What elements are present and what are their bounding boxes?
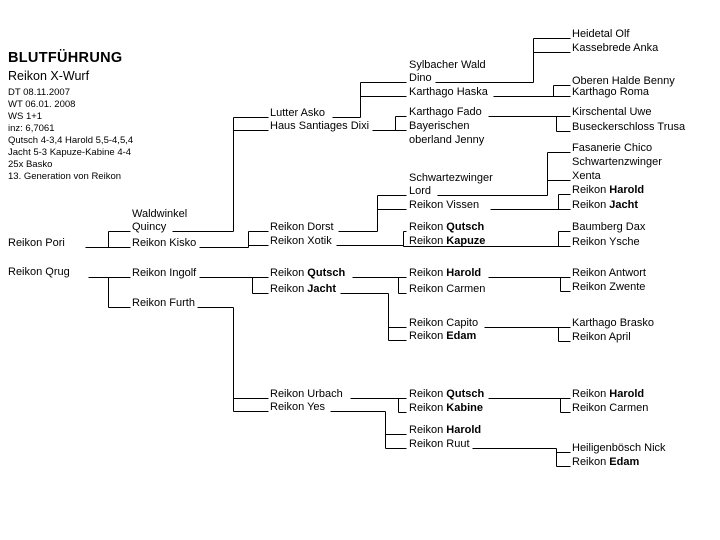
pedigree-node-fasanerie-chico: Fasanerie Chico — [572, 142, 653, 154]
pedigree-node-reikon-harold-gen5b: Reikon Harold — [572, 388, 645, 400]
pedigree-node-reikon-april: Reikon April — [572, 331, 631, 343]
detail-linebreeding-1: Qutsch 4-3,4 Harold 5,5-4,5,4 — [8, 135, 134, 146]
pedigree-node-schwartenzwinger-xenta-line2: Xenta — [572, 170, 601, 182]
pedigree-node-reikon-capito: Reikon Capito — [409, 317, 479, 329]
pedigree-node-buseckerschloss-trusa: Buseckerschloss Trusa — [572, 121, 686, 133]
pedigree-node-reikon-yes: Reikon Yes — [270, 401, 326, 413]
pedigree-node-reikon-jacht-gen3: Reikon Jacht — [270, 283, 337, 295]
detail-inbreeding: inz: 6,7061 — [8, 123, 55, 134]
pedigree-node-reikon-kapuze: Reikon Kapuze — [409, 235, 486, 247]
pedigree-node-reikon-qutsch-gen3: Reikon Qutsch — [270, 267, 346, 279]
pedigree-node-waldwinkel-quincy-line2: Quincy — [132, 221, 167, 233]
pedigree-node-kassebrede-anka: Kassebrede Anka — [572, 42, 659, 54]
pedigree-node-reikon-pori: Reikon Pori — [8, 237, 65, 249]
pedigree-node-karthago-fado: Karthago Fado — [409, 106, 482, 118]
detail-birth-date: DT 08.11.2007 — [8, 87, 70, 98]
pedigree-node-reikon-qrug: Reikon Qrug — [8, 266, 70, 278]
pedigree-node-reikon-carmen-gen5: Reikon Carmen — [572, 402, 649, 414]
pedigree-node-reikon-ysche: Reikon Ysche — [572, 236, 640, 248]
pedigree-node-schwartezwinger-lord-line1: Schwartezwinger — [409, 172, 493, 184]
pedigree-node-reikon-edam-gen5: Reikon Edam — [572, 456, 640, 468]
pedigree-node-heidetal-olf: Heidetal Olf — [572, 28, 630, 40]
chart-title: BLUTFÜHRUNG — [8, 50, 123, 66]
pedigree-node-reikon-jacht-gen5: Reikon Jacht — [572, 199, 639, 211]
pedigree-node-reikon-qutsch-gen4b: Reikon Qutsch — [409, 388, 485, 400]
pedigree-node-karthago-brasko: Karthago Brasko — [572, 317, 654, 329]
pedigree-node-oberen-halde-benny: Oberen Halde Benny — [572, 75, 675, 87]
pedigree-node-schwartenzwinger-xenta-line1: Schwartenzwinger — [572, 156, 662, 168]
pedigree-node-reikon-ruut: Reikon Ruut — [409, 438, 470, 450]
detail-linebreeding-2: Jacht 5-3 Kapuze-Kabine 4-4 — [8, 147, 132, 158]
pedigree-node-haus-santiages-dixi: Haus Santiages Dixi — [270, 120, 370, 132]
detail-litter-count: WS 1+1 — [8, 111, 43, 122]
pedigree-node-reikon-harold-gen5a: Reikon Harold — [572, 184, 645, 196]
pedigree-node-reikon-zwente: Reikon Zwente — [572, 281, 646, 293]
pedigree-node-sylbacher-wald-dino-line1: Sylbacher Wald — [409, 59, 486, 71]
pedigree-node-baumberg-dax: Baumberg Dax — [572, 221, 646, 233]
pedigree-node-reikon-qutsch-gen4: Reikon Qutsch — [409, 221, 485, 233]
pedigree-node-karthago-haska: Karthago Haska — [409, 86, 488, 98]
pedigree-node-waldwinkel-quincy-line1: Waldwinkel — [132, 208, 188, 220]
pedigree-node-reikon-ingolf: Reikon Ingolf — [132, 267, 197, 279]
pedigree-node-reikon-kisko: Reikon Kisko — [132, 237, 197, 249]
pedigree-node-reikon-antwort: Reikon Antwort — [572, 267, 646, 279]
pedigree-node-bayerischen-oberland-jenny-line1: Bayerischen — [409, 120, 470, 132]
detail-basko-count: 25x Basko — [8, 159, 53, 170]
pedigree-node-reikon-furth: Reikon Furth — [132, 297, 195, 309]
pedigree-node-reikon-dorst: Reikon Dorst — [270, 221, 334, 233]
detail-generation: 13. Generation von Reikon — [8, 171, 122, 182]
pedigree-node-reikon-harold-gen4b: Reikon Harold — [409, 424, 482, 436]
pedigree-node-reikon-urbach: Reikon Urbach — [270, 388, 343, 400]
detail-whelp-date: WT 06.01. 2008 — [8, 99, 76, 110]
pedigree-node-reikon-edam-gen4: Reikon Edam — [409, 330, 477, 342]
pedigree-node-kirschental-uwe: Kirschental Uwe — [572, 106, 652, 118]
pedigree-node-reikon-xotik: Reikon Xotik — [270, 235, 332, 247]
pedigree-node-reikon-carmen-gen4: Reikon Carmen — [409, 283, 486, 295]
pedigree-node-reikon-vissen: Reikon Vissen — [409, 199, 480, 211]
pedigree-node-schwartezwinger-lord-line2: Lord — [409, 185, 432, 197]
pedigree-node-bayerischen-oberland-jenny-line2: oberland Jenny — [409, 134, 485, 146]
pedigree-node-karthago-roma: Karthago Roma — [572, 86, 650, 98]
pedigree-node-heiligenboesch-nick: Heiligenbösch Nick — [572, 442, 666, 454]
pedigree-node-reikon-kabine: Reikon Kabine — [409, 402, 483, 414]
litter-name: Reikon X-Wurf — [8, 69, 90, 83]
pedigree-node-reikon-harold-gen4a: Reikon Harold — [409, 267, 482, 279]
pedigree-node-sylbacher-wald-dino-line2: Dino — [409, 72, 432, 84]
pedigree-node-lutter-asko: Lutter Asko — [270, 107, 326, 119]
